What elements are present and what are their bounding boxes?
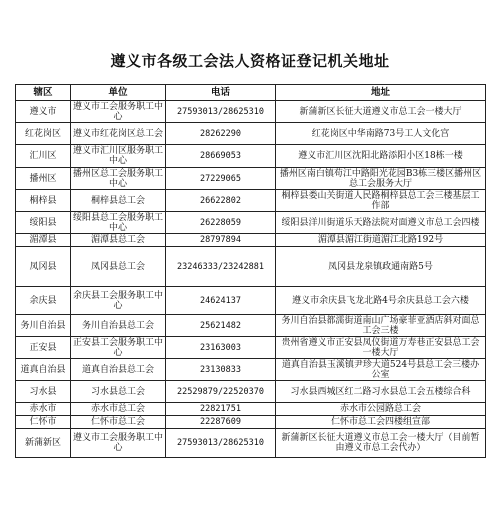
- table-header-row: [16, 85, 486, 101]
- table-row: [16, 337, 486, 359]
- table-row: [16, 247, 486, 287]
- row-area: 余庆县: [16, 287, 71, 315]
- row-address: 道真自治县玉溪镇尹珍大道524号县总工会三楼办公室: [276, 359, 486, 381]
- row-phone: 28797894: [166, 234, 276, 247]
- table-row: [16, 145, 486, 168]
- header-phone: 电话: [166, 85, 276, 101]
- row-unit: 仁怀市总工会: [71, 416, 166, 429]
- row-phone: 24624137: [166, 287, 276, 315]
- row-area: 赤水市: [16, 403, 71, 416]
- row-address: 遵义市汇川区沈阳北路添阳小区18栋一楼: [276, 145, 486, 168]
- row-address: 贵州省遵义市正安县凤仪街道万寿巷正安县总工会一楼大厅: [276, 337, 486, 359]
- row-area: 绥阳县: [16, 212, 71, 234]
- table-row: [16, 190, 486, 212]
- row-unit: 赤水市总工会: [71, 403, 166, 416]
- row-unit: 道真自治县总工会: [71, 359, 166, 381]
- table-row: [16, 234, 486, 247]
- row-area: 仁怀市: [16, 416, 71, 429]
- table-row: [16, 168, 486, 190]
- table-row: [16, 403, 486, 416]
- header-area: 辖区: [16, 85, 71, 101]
- row-address: 播州区南白镇苟江中路阳光花园B3栋三楼区播州区总工会服务大厅: [276, 168, 486, 190]
- header-unit: 单位: [71, 85, 166, 101]
- row-area: 汇川区: [16, 145, 71, 168]
- row-address: 务川自治县都濡街道南山广场豪菲亚酒店斜对面总工会三楼: [276, 315, 486, 337]
- registry-table: [15, 84, 486, 458]
- page-title: 遵义市各级工会法人资格证登记机关地址: [110, 52, 390, 70]
- row-area: 正安县: [16, 337, 71, 359]
- row-unit: 绥阳县总工会服务职工中心: [71, 212, 166, 234]
- row-address: 桐梓县娄山关街道人民路桐梓县总工会三楼基层工作部: [276, 190, 486, 212]
- row-phone: 28262290: [166, 123, 276, 145]
- row-unit: 桐梓县总工会: [71, 190, 166, 212]
- table-body: [16, 101, 486, 458]
- row-unit: 务川自治县总工会: [71, 315, 166, 337]
- row-phone: 23130833: [166, 359, 276, 381]
- row-area: 新蒲新区: [16, 429, 71, 458]
- row-unit: 播州区总工会服务职工中心: [71, 168, 166, 190]
- row-area: 遵义市: [16, 101, 71, 123]
- row-area: 播州区: [16, 168, 71, 190]
- row-unit: 正安县工会服务职工中心: [71, 337, 166, 359]
- row-phone: 22287609: [166, 416, 276, 429]
- row-phone: 26228059: [166, 212, 276, 234]
- row-address: 湄潭县湄江街道湄江北路192号: [276, 234, 486, 247]
- row-phone: 27229065: [166, 168, 276, 190]
- row-address: 赤水市公园路总工会: [276, 403, 486, 416]
- header-address: 地址: [276, 85, 486, 101]
- row-address: 红花岗区中华南路73号工人文化宫: [276, 123, 486, 145]
- row-phone: 27593013/28625310: [166, 101, 276, 123]
- row-unit: 遵义市红花岗区总工会: [71, 123, 166, 145]
- row-unit: 遵义市工会服务职工中心: [71, 429, 166, 458]
- table-row: [16, 359, 486, 381]
- row-unit: 习水县总工会: [71, 381, 166, 403]
- row-address: 绥阳县洋川街道乐天路法院对面遵义市总工会四楼: [276, 212, 486, 234]
- row-unit: 湄潭县总工会: [71, 234, 166, 247]
- row-phone: 28669053: [166, 145, 276, 168]
- row-area: 务川自治县: [16, 315, 71, 337]
- row-phone: 22821751: [166, 403, 276, 416]
- row-area: 习水县: [16, 381, 71, 403]
- row-area: 道真自治县: [16, 359, 71, 381]
- row-area: 红花岗区: [16, 123, 71, 145]
- row-phone: 27593013/28625310: [166, 429, 276, 458]
- table-row: [16, 416, 486, 429]
- row-phone: 23246333/23242881: [166, 247, 276, 287]
- row-area: 桐梓县: [16, 190, 71, 212]
- row-unit: 遵义市工会服务职工中心: [71, 101, 166, 123]
- row-area: 凤冈县: [16, 247, 71, 287]
- table-row: [16, 287, 486, 315]
- table-row: [16, 429, 486, 458]
- table-row: [16, 101, 486, 123]
- row-address: 新蒲新区长征大道遵义市总工会一楼大厅: [276, 101, 486, 123]
- row-unit: 遵义市汇川区服务职工中心: [71, 145, 166, 168]
- row-address: 仁怀市总工会四楼组宣部: [276, 416, 486, 429]
- table-row: [16, 123, 486, 145]
- row-address: 新蒲新区长征大道遵义市总工会一楼大厅（目前暂由遵义市总工会代办）: [276, 429, 486, 458]
- row-address: 习水县西城区红二路习水县总工会五楼综合科: [276, 381, 486, 403]
- row-phone: 25621482: [166, 315, 276, 337]
- row-address: 凤冈县龙泉镇政通南路5号: [276, 247, 486, 287]
- table-row: [16, 315, 486, 337]
- table-row: [16, 212, 486, 234]
- row-unit: 凤冈县总工会: [71, 247, 166, 287]
- row-phone: 23163003: [166, 337, 276, 359]
- table-row: [16, 381, 486, 403]
- row-area: 湄潭县: [16, 234, 71, 247]
- row-phone: 22529879/22520370: [166, 381, 276, 403]
- row-phone: 26622802: [166, 190, 276, 212]
- row-address: 遵义市余庆县飞龙北路4号余庆县总工会六楼: [276, 287, 486, 315]
- row-unit: 余庆县工会服务职工中心: [71, 287, 166, 315]
